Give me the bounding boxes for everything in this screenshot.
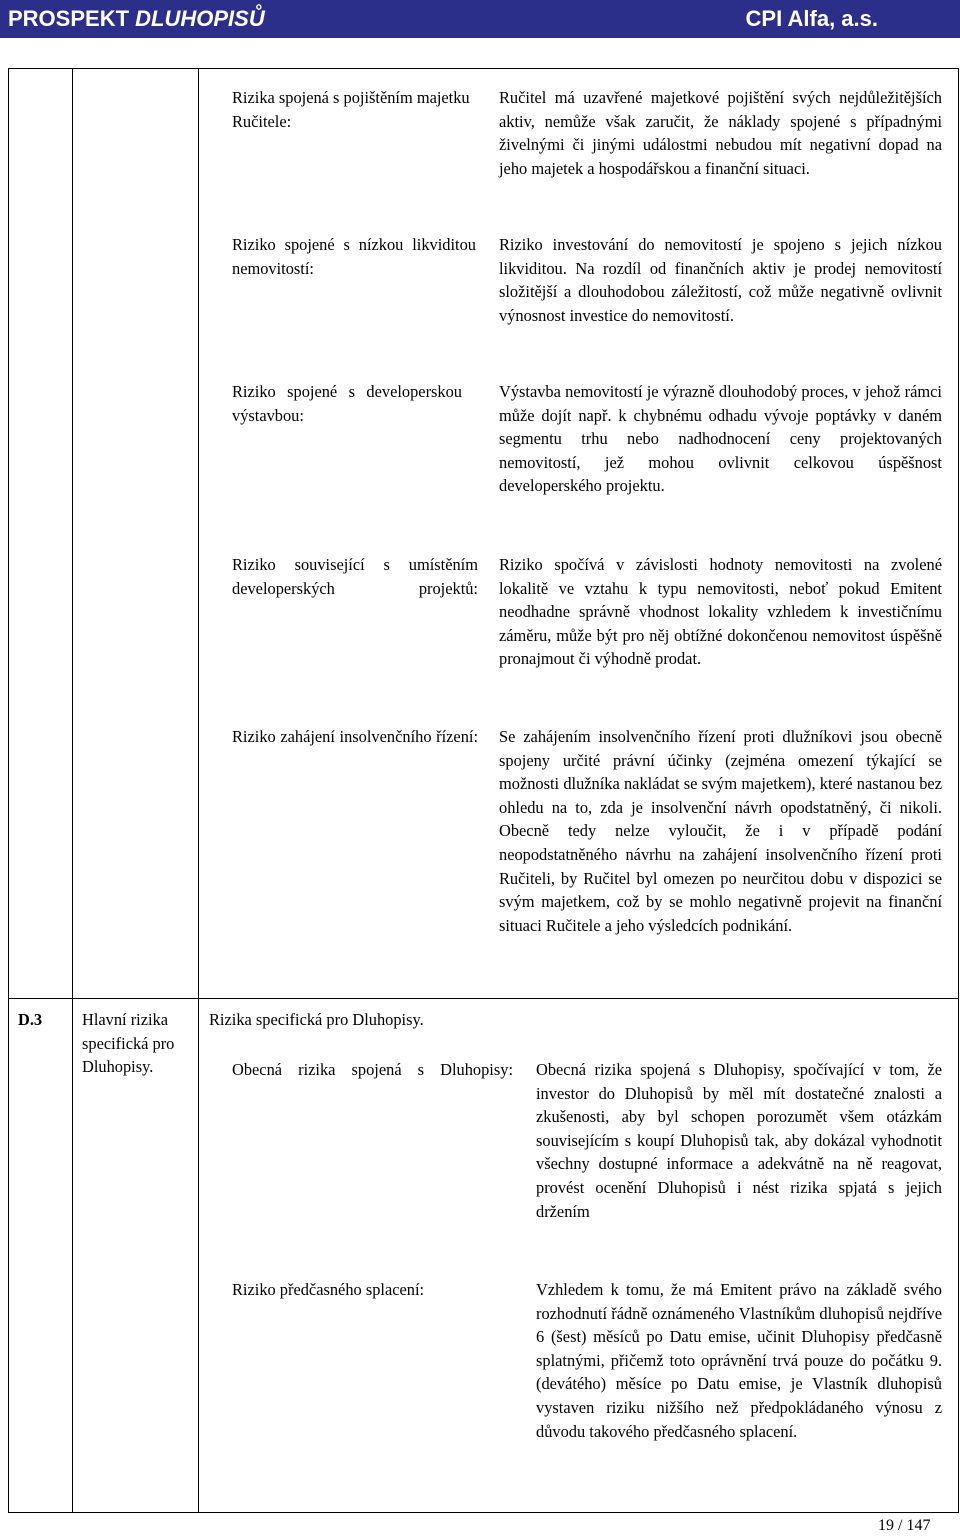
section-id: D.3 bbox=[18, 1010, 43, 1029]
document-title bbox=[8, 0, 265, 38]
risk-label-early-redemption: Riziko předčasného splacení: bbox=[232, 1280, 425, 1299]
risk-label-insolvency: Riziko zahájení insolvenčního řízení: bbox=[232, 727, 478, 746]
document-title-plain: PROSPEKT bbox=[8, 6, 136, 31]
page-number: 19 / 147 bbox=[878, 1517, 931, 1534]
risk-label-insurance: Rizika spojená s pojištěním majetku Ručitele: bbox=[232, 88, 470, 131]
document-title-italic: DLUHOPISŮ bbox=[135, 6, 265, 31]
risk-text-insolvency: Se zahájením insolvenčního řízení proti dlužníkovi jsou obecně spojeny určité právní účinky (zejména omezení týkající se možnosti dlužníka nakládat se svým majetkem), které nastanou bez ohledu na to, zda je insolvenční návrh opodstatněný, či nikoli. Obecně tedy nelze vyloučit, že i v případě podání neopodstatněného návrhu na zahájení insolvenčního řízení proti Ručiteli, by Ručitel byl omezen po neurčitou dobu v dispozici se svým majetkem, což by se mohlo negativně projevit na finanční situaci Ručitele a jeho výsledcích podnikání. bbox=[499, 727, 942, 935]
risk-text-early-redemption: Vzhledem k tomu, že má Emitent právo na základě svého rozhodnutí řádně oznámeného Vlastníkům dluhopisů nejdříve 6 (šest) měsíců po Datu emise, učinit Dluhopisy předčasně splatnými, přičemž toto oprávnění trvá pouze do počátku 9. (devátého) měsíce po Datu emise, je Vlastník dluhopisů vystaven riziku nižšího než předpokládaného výnosu z důvodu takového předčasného splacení. bbox=[536, 1280, 942, 1441]
risk-text-insurance: Ručitel má uzavřené majetkové pojištění svých nejdůležitějších aktiv, nemůže však zaručit, že náklady spojené s případnými živelnými či jinými událostmi nebudou mít negativní dopad na jeho majetek a hospodářskou a finanční situaci. bbox=[499, 88, 942, 178]
column-divider-1 bbox=[72, 68, 73, 1513]
section-title: Hlavní rizika specifická pro Dluhopisy. bbox=[82, 1010, 175, 1077]
column-divider-2 bbox=[198, 68, 199, 1513]
table-top-border bbox=[8, 68, 959, 69]
risk-label-general-bonds: Obecná rizika spojená s Dluhopisy: bbox=[232, 1060, 513, 1079]
table-bottom-border bbox=[8, 1512, 959, 1513]
table-right-border bbox=[958, 68, 959, 1513]
table-left-border bbox=[8, 68, 9, 1513]
risk-label-development: Riziko spojené s developerskou výstavbou: bbox=[232, 382, 462, 425]
document-header bbox=[0, 0, 960, 38]
company-name: CPI Alfa, a.s. bbox=[745, 6, 878, 31]
risk-text-general-bonds: Obecná rizika spojená s Dluhopisy, spočívající v tom, že investor do Dluhopisů by měl mít dostatečné znalosti a zkušenosti, aby byl schopen porozumět všem otázkám souvisejícím s koupí Dluhopisů tak, aby dokázal vyhodnotit všechny dostupné informace a adekvátně na ně reagovat, provést ocenění Dluhopisů i nést rizika spjatá s jejich držením bbox=[536, 1060, 942, 1221]
row-divider-d3 bbox=[8, 998, 959, 999]
risk-text-low-liquidity: Riziko investování do nemovitostí je spojeno s jejich nízkou likviditou. Na rozdíl od finančních aktiv je prodej nemovitostí složitější a dlouhodobou záležitostí, což může negativně ovlivnit výnosnost investice do nemovitostí. bbox=[499, 235, 942, 325]
risk-text-development: Výstavba nemovitostí je výrazně dlouhodobý proces, v jehož rámci může dojít např. k chybnému odhadu vývoje poptávky v daném segmentu trhu nebo nadhodnocení ceny projektovaných nemovitostí, jež mohou ovlivnit celkovou úspěšnost developerského projektu. bbox=[499, 382, 942, 496]
risk-label-location: Riziko související s umístěním developerských projektů: bbox=[232, 555, 478, 598]
section-intro: Rizika specifická pro Dluhopisy. bbox=[209, 1010, 424, 1029]
risk-label-low-liquidity: Riziko spojené s nízkou likviditou nemovitostí: bbox=[232, 235, 476, 278]
risk-text-location: Riziko spočívá v závislosti hodnoty nemovitosti na zvolené lokalitě ve vztahu k typu nemovitosti, neboť pokud Emitent neodhadne správně vhodnost lokality vzhledem k investičnímu záměru, může být pro něj obtížné dokončenou nemovitost úspěšně pronajmout či výhodně prodat. bbox=[499, 555, 942, 669]
